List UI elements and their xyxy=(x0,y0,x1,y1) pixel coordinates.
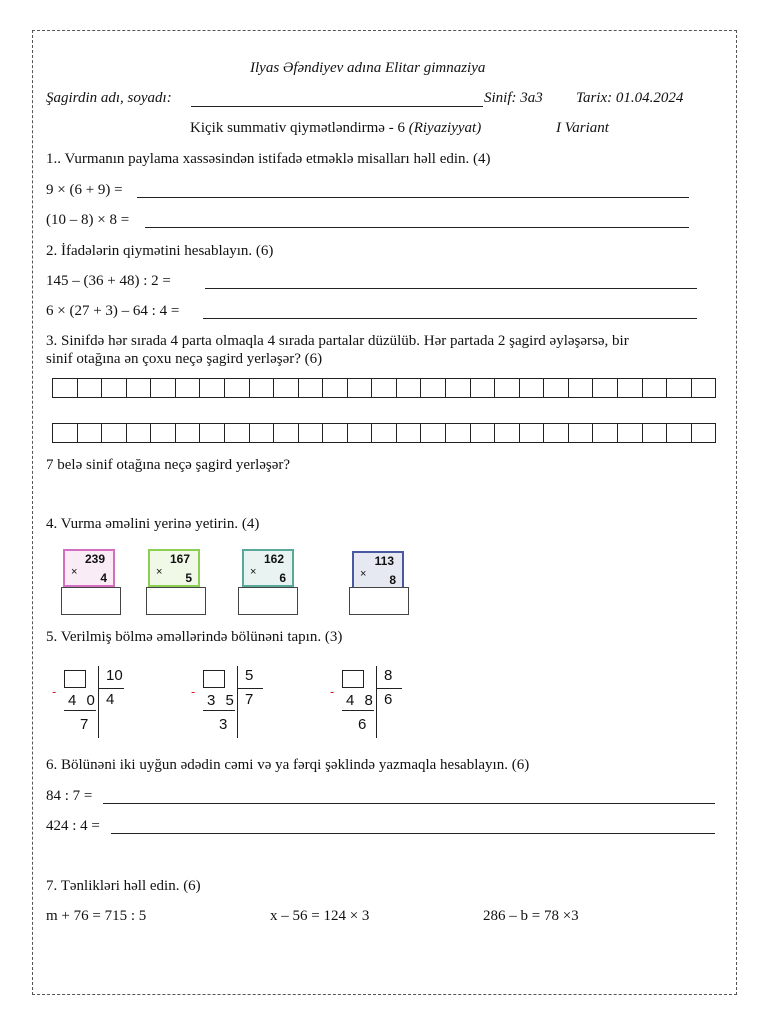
mult-card-bottom: 4 xyxy=(100,571,107,585)
grid-cell[interactable] xyxy=(397,424,422,442)
q5-text: 5. Verilmiş bölmə əməllərində bölünəni tapın. (3) xyxy=(46,629,343,645)
grid-cell[interactable] xyxy=(348,424,373,442)
grid-cell[interactable] xyxy=(151,379,176,397)
subtrahend: 3 5 xyxy=(207,692,237,709)
grid-cell[interactable] xyxy=(53,424,78,442)
times-sign: × xyxy=(71,566,78,578)
class-label: Sinif: 3a3 xyxy=(484,90,543,106)
divisor: 8 xyxy=(384,667,393,684)
grid-cell[interactable] xyxy=(250,379,275,397)
times-sign: × xyxy=(360,568,367,580)
dividend-box[interactable] xyxy=(64,670,86,688)
division-bar xyxy=(237,666,238,738)
grid-cell[interactable] xyxy=(102,379,127,397)
grid-cell[interactable] xyxy=(520,424,545,442)
q6-answer-line-2[interactable] xyxy=(111,833,715,834)
student-name-line[interactable] xyxy=(191,106,483,107)
mult-card-bottom: 6 xyxy=(279,571,286,585)
grid-cell[interactable] xyxy=(127,424,152,442)
grid-cell[interactable] xyxy=(397,379,422,397)
grid-cell[interactable] xyxy=(569,379,594,397)
grid-cell[interactable] xyxy=(372,424,397,442)
q2-answer-line-2[interactable] xyxy=(203,318,697,319)
q6-answer-line-1[interactable] xyxy=(103,803,715,804)
mult-card-3 xyxy=(242,549,294,587)
grid-cell[interactable] xyxy=(593,424,618,442)
dividend-box[interactable] xyxy=(342,670,364,688)
subtrahend: 4 8 xyxy=(346,692,376,709)
grid-cell[interactable] xyxy=(618,379,643,397)
subtraction-line xyxy=(203,710,235,711)
divisor-line xyxy=(98,688,124,689)
grid-cell[interactable] xyxy=(200,424,225,442)
q1-item-1: 9 × (6 + 9) = xyxy=(46,182,123,198)
q7-equation-1: m + 76 = 715 : 5 xyxy=(46,908,147,924)
q7-text: 7. Tənlikləri həll edin. (6) xyxy=(46,878,201,894)
student-name-label: Şagirdin adı, soyadı: xyxy=(46,90,172,106)
division-1 xyxy=(52,666,148,736)
q2-answer-line-1[interactable] xyxy=(205,288,697,289)
grid-cell[interactable] xyxy=(102,424,127,442)
mult-card-1 xyxy=(63,549,115,587)
grid-cell[interactable] xyxy=(692,424,716,442)
q1-answer-line-1[interactable] xyxy=(137,197,689,198)
q2-text: 2. İfadələrin qiymətini hesablayın. (6) xyxy=(46,243,274,259)
grid-cell[interactable] xyxy=(495,379,520,397)
grid-cell[interactable] xyxy=(323,379,348,397)
division-3 xyxy=(330,666,426,736)
minus-sign: - xyxy=(191,684,196,699)
mult-answer-box-1[interactable] xyxy=(61,587,121,615)
grid-cell[interactable] xyxy=(643,379,668,397)
grid-cell[interactable] xyxy=(250,424,275,442)
grid-cell[interactable] xyxy=(421,424,446,442)
grid-cell[interactable] xyxy=(274,424,299,442)
grid-cell[interactable] xyxy=(471,379,496,397)
grid-cell[interactable] xyxy=(53,379,78,397)
grid-cell[interactable] xyxy=(151,424,176,442)
grid-cell[interactable] xyxy=(692,379,716,397)
grid-cell[interactable] xyxy=(544,424,569,442)
grid-cell[interactable] xyxy=(78,424,103,442)
grid-cell[interactable] xyxy=(446,379,471,397)
q3-answer-grid-1[interactable] xyxy=(52,378,716,398)
grid-cell[interactable] xyxy=(372,379,397,397)
test-subject: (Riyaziyyat) xyxy=(408,120,482,136)
mult-card-bottom: 8 xyxy=(389,573,396,587)
variant-label: I Variant xyxy=(556,120,609,136)
grid-cell[interactable] xyxy=(323,424,348,442)
q1-text: 1.. Vurmanın paylama xassəsindən istifadə etməklə misalları həll edin. (4) xyxy=(46,151,491,167)
mult-card-top: 113 xyxy=(374,554,394,568)
grid-cell[interactable] xyxy=(446,424,471,442)
grid-cell[interactable] xyxy=(348,379,373,397)
q3-answer-grid-2[interactable] xyxy=(52,423,716,443)
remainder: 6 xyxy=(358,716,367,733)
grid-cell[interactable] xyxy=(299,379,324,397)
q1-item-2: (10 – 8) × 8 = xyxy=(46,212,130,228)
grid-cell[interactable] xyxy=(127,379,152,397)
mult-answer-box-3[interactable] xyxy=(238,587,298,615)
grid-cell[interactable] xyxy=(520,379,545,397)
divisor: 10 xyxy=(106,667,123,684)
divisor-line xyxy=(237,688,263,689)
q2-item-2: 6 × (27 + 3) – 64 : 4 = xyxy=(46,303,180,319)
q6-text: 6. Bölünəni iki uyğun ədədin cəmi və ya fərqi şəklində yazmaqla hesablayın. (6) xyxy=(46,757,530,773)
quotient: 7 xyxy=(245,691,254,708)
test-title-text: Kiçik summativ qiymətləndirmə - 6 xyxy=(190,120,405,136)
q3-followup: 7 belə sinif otağına neçə şagird yerləşər? xyxy=(46,457,291,473)
grid-cell[interactable] xyxy=(667,424,692,442)
mult-card-4 xyxy=(352,551,404,589)
subtrahend: 4 0 xyxy=(68,692,98,709)
divisor: 5 xyxy=(245,667,254,684)
division-bar xyxy=(376,666,377,738)
date-label: Tarix: 01.04.2024 xyxy=(576,90,684,106)
grid-cell[interactable] xyxy=(544,379,569,397)
mult-card-top: 162 xyxy=(263,552,284,566)
remainder: 7 xyxy=(80,716,89,733)
grid-cell[interactable] xyxy=(176,424,201,442)
division-2 xyxy=(191,666,287,736)
grid-cell[interactable] xyxy=(569,424,594,442)
test-title xyxy=(190,120,481,137)
q3-text-line2: sinif otağına ən çoxu neçə şagird yerləşər? (6) xyxy=(46,351,323,367)
q6-item-1: 84 : 7 = xyxy=(46,788,93,804)
q6-item-2: 424 : 4 = xyxy=(46,818,100,834)
quotient: 6 xyxy=(384,691,393,708)
grid-cell[interactable] xyxy=(78,379,103,397)
grid-cell[interactable] xyxy=(176,379,201,397)
times-sign: × xyxy=(156,566,163,578)
minus-sign: - xyxy=(52,684,57,699)
q3-text-line1: 3. Sinifdə hər sırada 4 parta olmaqla 4 sırada partalar düzülüb. Hər partada 2 şagird əyləşərsə, bir xyxy=(46,333,629,349)
quotient: 4 xyxy=(106,691,115,708)
grid-cell[interactable] xyxy=(643,424,668,442)
subtraction-line xyxy=(342,710,374,711)
grid-cell[interactable] xyxy=(618,424,643,442)
q7-equation-3: 286 – b = 78 ×3 xyxy=(483,908,579,924)
grid-cell[interactable] xyxy=(593,379,618,397)
grid-cell[interactable] xyxy=(471,424,496,442)
subtraction-line xyxy=(64,710,96,711)
remainder: 3 xyxy=(219,716,228,733)
grid-cell[interactable] xyxy=(225,424,250,442)
mult-card-2 xyxy=(148,549,200,587)
mult-answer-box-4[interactable] xyxy=(349,587,409,615)
q1-answer-line-2[interactable] xyxy=(145,227,689,228)
division-bar xyxy=(98,666,99,738)
times-sign: × xyxy=(250,566,257,578)
grid-cell[interactable] xyxy=(225,379,250,397)
grid-cell[interactable] xyxy=(667,379,692,397)
page-border xyxy=(32,30,737,995)
grid-cell[interactable] xyxy=(299,424,324,442)
mult-card-bottom: 5 xyxy=(185,571,192,585)
q4-text: 4. Vurma əməlini yerinə yetirin. (4) xyxy=(46,516,260,532)
minus-sign: - xyxy=(330,684,335,699)
grid-cell[interactable] xyxy=(200,379,225,397)
mult-answer-box-2[interactable] xyxy=(146,587,206,615)
school-name: Ilyas Əfəndiyev adına Elitar gimnaziya xyxy=(250,60,486,76)
q2-item-1: 145 – (36 + 48) : 2 = xyxy=(46,273,171,289)
mult-card-top: 239 xyxy=(84,552,105,566)
q7-equation-2: x – 56 = 124 × 3 xyxy=(270,908,370,924)
divisor-line xyxy=(376,688,402,689)
grid-cell[interactable] xyxy=(495,424,520,442)
dividend-box[interactable] xyxy=(203,670,225,688)
grid-cell[interactable] xyxy=(421,379,446,397)
mult-card-top: 167 xyxy=(169,552,190,566)
grid-cell[interactable] xyxy=(274,379,299,397)
